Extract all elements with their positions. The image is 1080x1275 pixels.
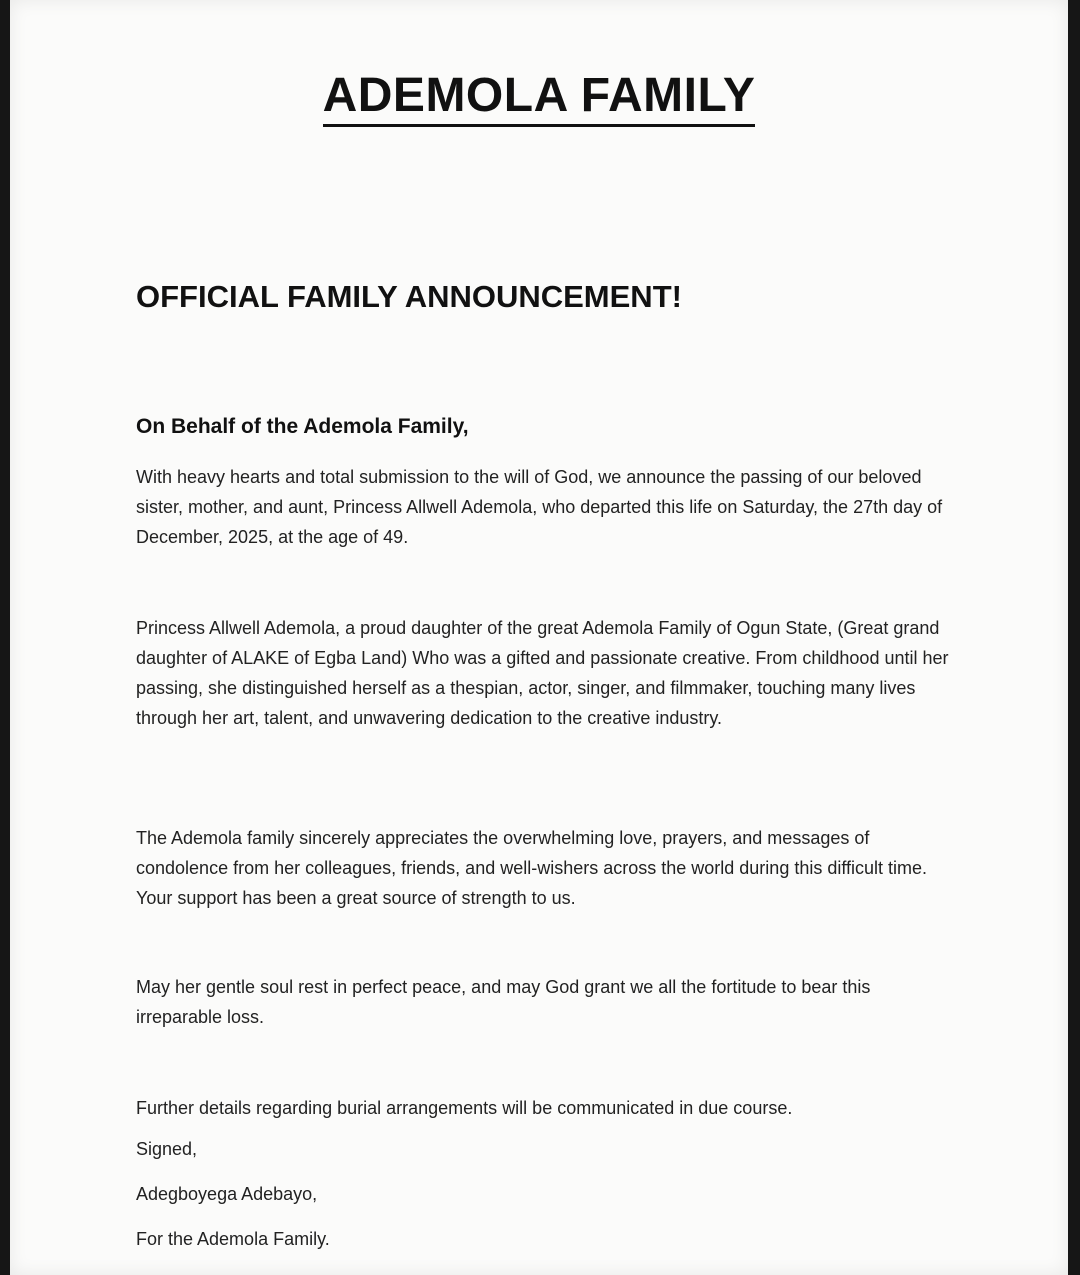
signer-name: Adegboyega Adebayo,	[136, 1184, 318, 1204]
paragraph-appreciation: The Ademola family sincerely appreciates the overwhelming love, prayers, and messages of condolence from her colleagues, friends, and well-wishers across the world during this difficult time. Your support has been a great source of strength to us.	[136, 828, 928, 908]
paragraph-prayer: May her gentle soul rest in perfect peace, and may God grant we all the fortitude to bear this irreparable loss.	[136, 977, 871, 1027]
signer-affiliation: For the Ademola Family.	[136, 1229, 330, 1249]
paragraph-biography: Princess Allwell Ademola, a proud daughter of the great Ademola Family of Ogun State, (Great grand daughter of ALAKE of Egba Land) Who was a gifted and passionate creative. From childhood until her passing, she distinguished herself as a thespian, actor, singer, and filmmaker, touching many lives through her art, talent, and unwavering dedication to the creative industry.	[136, 618, 949, 728]
signed-label: Signed,	[136, 1139, 198, 1159]
announcement-page	[10, 0, 1068, 1275]
family-name-text: ADEMOLA FAMILY	[323, 69, 756, 127]
salutation: On Behalf of the Ademola Family,	[136, 415, 469, 438]
announcement-title: OFFICIAL FAMILY ANNOUNCEMENT!	[136, 279, 682, 314]
paragraph-burial-details: Further details regarding burial arrangements will be communicated in due course.	[136, 1098, 793, 1118]
paragraph-passing-announcement: With heavy hearts and total submission to the will of God, we announce the passing of our beloved sister, mother, and aunt, Princess Allwell Ademola, who departed this life on Saturday, the 27th day of December, 2025, at the age of 49.	[136, 467, 943, 547]
family-name-heading	[10, 68, 1068, 123]
